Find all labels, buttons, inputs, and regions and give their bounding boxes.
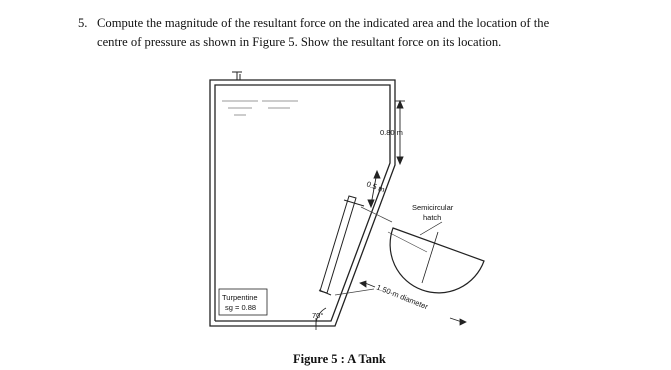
semicircular-hatch [390,222,484,293]
label-angle: 70° [312,311,324,320]
figure-caption: Figure 5 : A Tank [293,352,386,366]
question-number: 5. [78,16,88,30]
label-offset: 0.5 m [365,179,387,195]
label-diameter: 1.50-m diameter [375,282,430,312]
label-hatch-line-1: Semicircular [412,203,454,212]
label-fluid-sg: sg = 0.88 [225,303,257,312]
label-depth-top: 0.80 m [380,128,403,137]
question-line-1: Compute the magnitude of the resultant force on the indicated area and the location of the [97,16,550,30]
question-line-2: centre of pressure as shown in Figure 5. Show the resultant force on its location. [97,35,502,49]
label-hatch-line-2: hatch [423,213,442,222]
label-fluid-name: Turpentine [222,293,258,302]
hatch-edge-view [319,196,364,295]
free-surface-marks [222,101,298,115]
vent-icon [232,72,242,80]
